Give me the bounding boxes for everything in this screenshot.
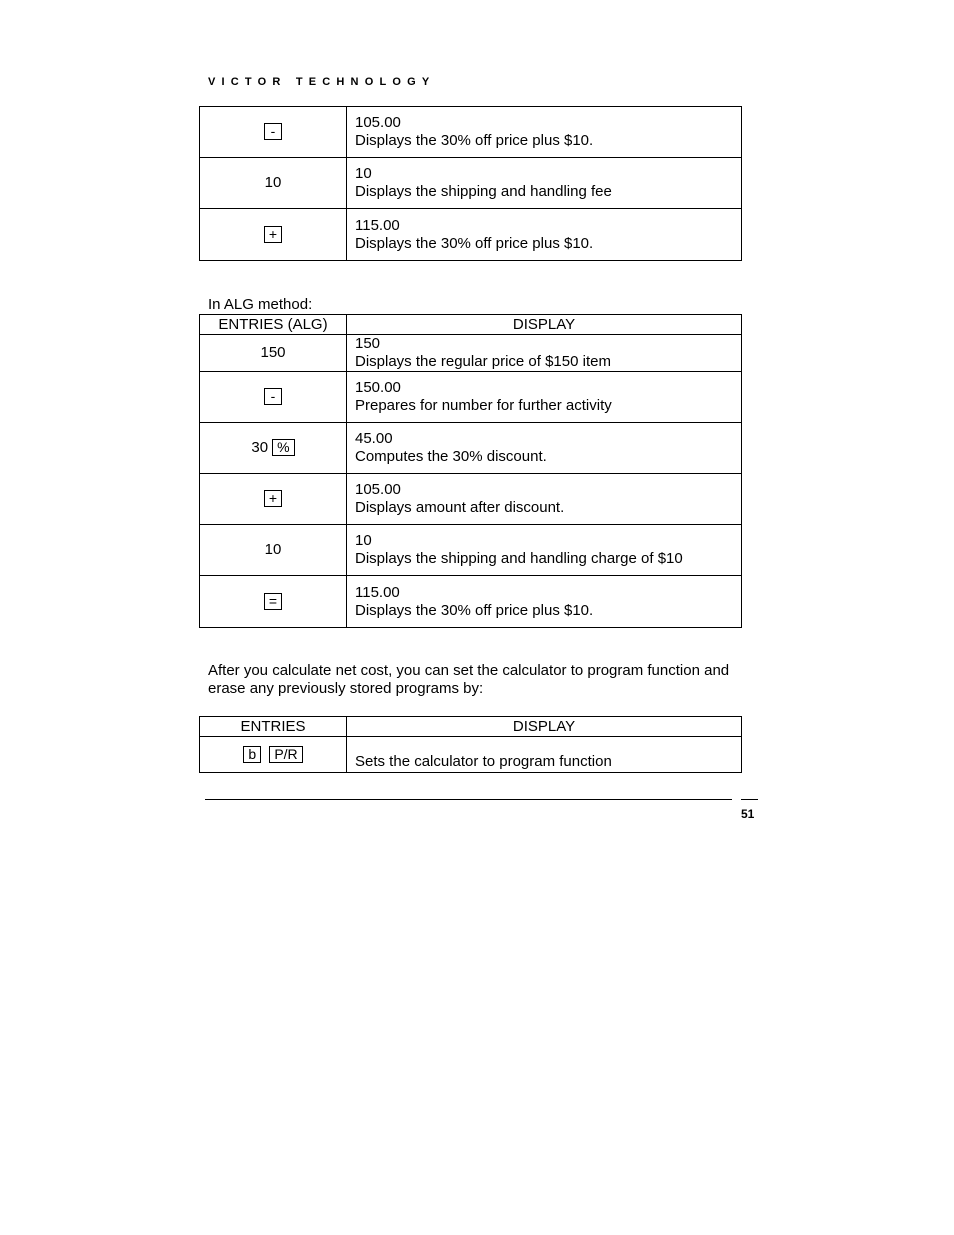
alg-method-caption: In ALG method:: [208, 296, 313, 313]
b-key: b: [243, 746, 261, 763]
minus-key: -: [264, 388, 282, 405]
table-row: [200, 423, 742, 474]
table-row: [200, 474, 742, 525]
display-cell: [347, 335, 742, 372]
table-row: [200, 737, 742, 773]
display-cell: [347, 209, 742, 261]
display-value: 10: [355, 165, 372, 182]
table-row: [200, 525, 742, 576]
display-description: Displays the 30% off price plus $10.: [355, 234, 594, 252]
entry-cell: [200, 474, 347, 525]
display-cell: [347, 474, 742, 525]
plus-key: +: [264, 490, 282, 507]
running-header: VICTOR TECHNOLOGY: [208, 76, 436, 88]
rpn-steps-table: [199, 106, 742, 261]
table-header-row: [200, 315, 742, 335]
table-row: [200, 335, 742, 372]
display-cell: [347, 158, 742, 209]
column-header-entries: ENTRIES: [200, 717, 347, 737]
display-value: 105.00: [355, 481, 401, 498]
table-row: [200, 576, 742, 628]
minus-key: -: [264, 123, 282, 140]
display-cell: [347, 737, 742, 773]
column-header-display: DISPLAY: [347, 315, 742, 335]
table-row: [200, 372, 742, 423]
entry-cell: [200, 525, 347, 576]
display-cell: [347, 107, 742, 158]
entry-cell: [200, 576, 347, 628]
display-value: 115.00: [355, 216, 400, 234]
entry-cell: [200, 372, 347, 423]
display-cell: [347, 576, 742, 628]
table-header-row: [200, 717, 742, 737]
program-run-key: P/R: [269, 746, 302, 763]
entry-cell: [200, 737, 347, 773]
display-cell: [347, 525, 742, 576]
equals-key: =: [264, 593, 282, 610]
entry-cell: [200, 335, 347, 372]
entry-number: 10: [264, 174, 282, 191]
table-row: [200, 209, 742, 261]
display-value: 150: [355, 335, 381, 352]
plus-key: +: [264, 226, 282, 243]
table-row: [200, 158, 742, 209]
footer-rule: [205, 799, 732, 800]
percent-key: %: [272, 439, 294, 456]
entry-cell: [200, 209, 347, 261]
display-value: 150.00: [355, 379, 401, 396]
program-mode-table: [199, 716, 742, 773]
entry-number: 150: [260, 344, 286, 361]
display-description: Prepares for number for further activity: [355, 397, 612, 414]
display-description: Displays the shipping and handling fee: [355, 183, 612, 200]
instruction-paragraph: After you calculate net cost, you can set the calculator to program function and erase any previously stored programs by:: [208, 662, 730, 697]
entry-number: 30: [251, 439, 269, 456]
column-header-entries: ENTRIES (ALG): [200, 315, 347, 335]
entry-number: 10: [264, 541, 282, 558]
alg-steps-table: [199, 314, 742, 628]
display-description: Displays the 30% off price plus $10.: [355, 601, 594, 619]
entry-cell: [200, 423, 347, 474]
entry-cell: [200, 107, 347, 158]
display-cell: [347, 423, 742, 474]
display-description: Displays the regular price of $150 item: [355, 353, 611, 370]
display-description: Computes the 30% discount.: [355, 448, 547, 465]
display-cell: [347, 372, 742, 423]
column-header-display: DISPLAY: [347, 717, 742, 737]
display-description: Displays amount after discount.: [355, 499, 565, 516]
footer-rule-short: [741, 799, 758, 800]
display-value: 45.00: [355, 430, 393, 447]
display-value: 115.00: [355, 583, 400, 601]
display-description: Displays the 30% off price plus $10.: [355, 132, 594, 149]
page-number: 51: [741, 807, 755, 821]
entry-cell: [200, 158, 347, 209]
table-row: [200, 107, 742, 158]
display-value: 105.00: [355, 114, 401, 131]
display-value: 10: [355, 532, 372, 549]
display-description: Sets the calculator to program function: [355, 753, 612, 770]
display-description: Displays the shipping and handling charge of $10: [355, 550, 683, 567]
